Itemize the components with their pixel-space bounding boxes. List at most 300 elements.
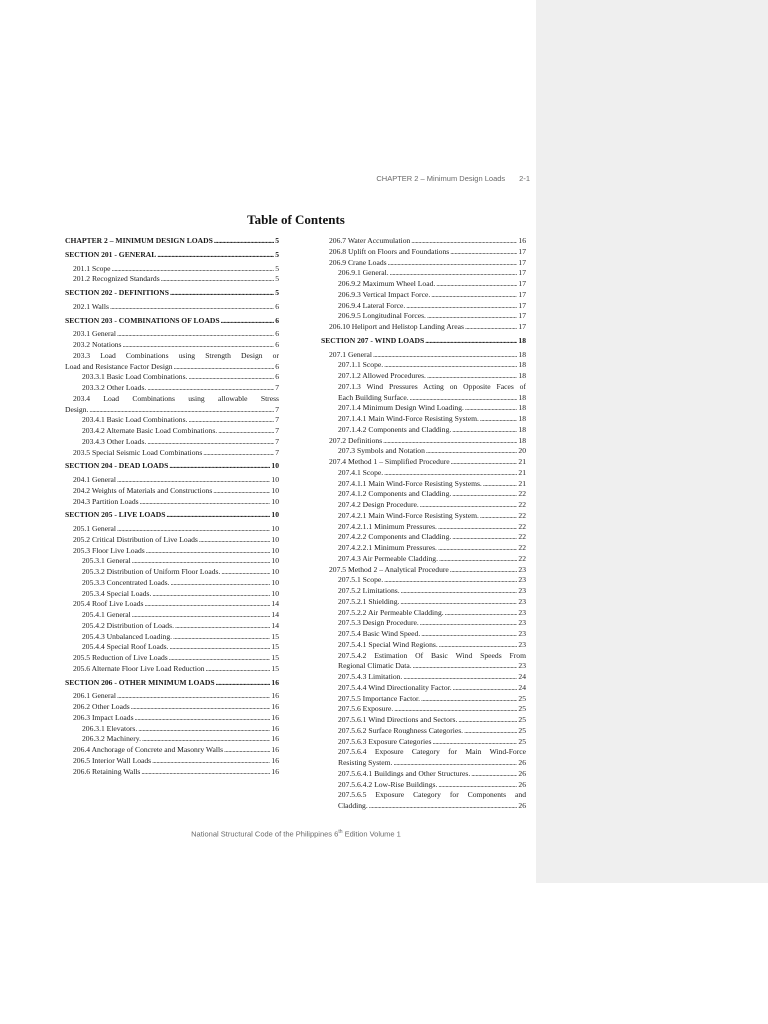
toc-entry-page-number: 26 xyxy=(518,768,526,778)
toc-entry[interactable] xyxy=(321,436,526,447)
toc-entry[interactable] xyxy=(65,621,279,632)
toc-entry-label: 207.1.4.2 Components and Cladding. xyxy=(338,424,452,434)
toc-entry-page-number: 16 xyxy=(271,734,279,744)
toc-entry-label: 206.10 Heliport and Helistop Landing Areas xyxy=(329,322,464,331)
toc-entry[interactable] xyxy=(65,756,279,767)
toc-entry-label: 204.2 Weights of Materials and Constructions xyxy=(73,485,213,495)
toc-entry[interactable] xyxy=(321,586,526,597)
dot-leader xyxy=(439,640,518,651)
toc-entry[interactable] xyxy=(321,769,526,780)
toc-entry-page-number: 21 xyxy=(518,467,526,477)
toc-entry[interactable] xyxy=(65,767,279,778)
toc-entry-label: 203.4.1 Basic Load Combinations. xyxy=(82,415,188,425)
dot-leader xyxy=(384,575,517,586)
toc-entry[interactable] xyxy=(65,497,279,508)
toc-entry-label: 206.9 Crane Loads xyxy=(329,257,387,267)
toc-entry[interactable] xyxy=(65,351,279,362)
toc-entry-label: 206.9.2 Maximum Wheel Load. xyxy=(338,279,436,288)
toc-entry-label: 203.5 Special Seismic Load Combinations xyxy=(73,447,203,457)
toc-entry-label: 205.6 Alternate Floor Live Load Reduction xyxy=(73,663,205,673)
toc-entry-page-number: 18 xyxy=(518,403,526,413)
dot-leader xyxy=(390,268,518,279)
header-chapter: CHAPTER 2 – Minimum Design Loads xyxy=(376,174,506,183)
dot-leader xyxy=(117,691,270,702)
toc-entry-page-number: 17 xyxy=(518,257,526,267)
toc-entry[interactable] xyxy=(321,301,526,312)
dot-leader xyxy=(427,311,517,322)
toc-entry[interactable] xyxy=(321,651,526,662)
footer-text: National Structural Code of the Philippines 6 xyxy=(191,829,339,839)
toc-entry[interactable] xyxy=(321,457,526,468)
toc-entry[interactable] xyxy=(321,683,526,694)
toc-entry[interactable] xyxy=(321,236,526,247)
toc-entry-page-number: 26 xyxy=(518,779,526,789)
toc-entry-page-number: 18 xyxy=(518,371,526,380)
toc-entry[interactable] xyxy=(321,414,526,425)
dot-leader xyxy=(465,322,517,333)
footer-text-end: Edition Volume 1 xyxy=(342,829,401,839)
dot-leader xyxy=(112,264,275,275)
toc-entry-page-number: 16 xyxy=(271,755,279,765)
toc-entry-label: 205.4.4 Special Roof Loads. xyxy=(82,642,169,652)
dot-leader xyxy=(152,756,270,767)
toc-entry[interactable] xyxy=(65,664,279,675)
toc-entry[interactable] xyxy=(65,448,279,459)
toc-entry-page-number: 22 xyxy=(518,510,526,520)
toc-entry-page-number: 14 xyxy=(271,620,279,630)
toc-entry[interactable] xyxy=(321,500,526,511)
toc-entry-page-number: 23 xyxy=(518,575,526,585)
toc-entry[interactable] xyxy=(321,661,526,672)
toc-entry[interactable] xyxy=(65,426,279,437)
toc-entry-label: 206.5 Interior Wall Loads xyxy=(73,755,152,765)
toc-entry-page-number: 6 xyxy=(275,361,279,371)
toc-entry-label: Load and Resistance Factor Design xyxy=(65,361,173,371)
toc-entry[interactable] xyxy=(321,311,526,322)
dot-leader xyxy=(480,414,518,425)
dot-leader xyxy=(131,702,271,713)
toc-entry-label: SECTION 206 - OTHER MINIMUM LOADS xyxy=(65,677,215,687)
toc-entry[interactable] xyxy=(65,302,279,313)
toc-entry-label: 207.5.2 Limitations. xyxy=(338,586,400,595)
toc-entry[interactable] xyxy=(321,640,526,651)
dot-leader xyxy=(471,769,517,780)
toc-entry[interactable] xyxy=(321,371,526,382)
toc-entry[interactable] xyxy=(321,801,526,812)
dot-leader xyxy=(393,758,517,769)
toc-entry-label: SECTION 201 - GENERAL xyxy=(65,249,157,259)
dot-leader xyxy=(123,340,275,351)
toc-entry-page-number: 10 xyxy=(271,510,279,520)
toc-entry-page-number: 22 xyxy=(518,489,526,499)
toc-entry[interactable] xyxy=(321,511,526,522)
toc-entry-label: 207.5.2.1 Shielding. xyxy=(338,596,400,606)
toc-entry-page-number: 16 xyxy=(271,745,279,754)
dot-leader xyxy=(218,426,274,437)
toc-entry-page-number: 5 xyxy=(275,249,279,259)
toc-entry-page-number: 15 xyxy=(271,642,279,652)
toc-entry-page-number: 10 xyxy=(271,577,279,587)
toc-entry-page-number: 16 xyxy=(271,702,279,711)
margin-comment-pane xyxy=(536,0,768,883)
dot-leader xyxy=(174,362,275,373)
toc-entry-page-number: 6 xyxy=(275,301,279,311)
toc-entry-page-number: 22 xyxy=(518,500,526,509)
toc-entry-page-number: 6 xyxy=(275,315,279,325)
toc-entry[interactable] xyxy=(321,468,526,479)
dot-leader xyxy=(142,734,270,745)
toc-section-heading[interactable] xyxy=(65,250,279,261)
toc-section-heading[interactable] xyxy=(65,316,279,327)
toc-entry-label: 205.3.4 Special Loads. xyxy=(82,588,152,598)
toc-entry-label: 207.1.4 Minimum Design Wind Loading. xyxy=(338,403,464,413)
toc-entry-page-number: 10 xyxy=(271,461,279,471)
toc-entry-page-number: 15 xyxy=(271,653,279,662)
toc-entry[interactable] xyxy=(65,713,279,724)
toc-entry[interactable] xyxy=(321,747,526,758)
toc-entry-page-number: 7 xyxy=(275,404,279,414)
toc-entry-page-number: 7 xyxy=(275,383,279,392)
dot-leader xyxy=(401,586,518,597)
toc-entry[interactable] xyxy=(65,691,279,702)
dot-leader xyxy=(152,589,270,600)
toc-entry-page-number: 16 xyxy=(518,236,526,245)
dot-leader xyxy=(425,336,517,347)
toc-entry[interactable] xyxy=(65,524,279,535)
toc-entry-label: 203.4.3 Other Loads. xyxy=(82,436,147,446)
toc-section-heading[interactable] xyxy=(65,288,279,299)
toc-entry[interactable] xyxy=(65,486,279,497)
toc-entry-label: 207.5.6.2 Surface Roughness Categories. xyxy=(338,725,464,735)
header-page-number: 2-1 xyxy=(519,174,530,183)
dot-leader xyxy=(169,653,271,664)
toc-entry-page-number: 6 xyxy=(275,340,279,349)
dot-leader xyxy=(173,632,270,643)
toc-entry-page-number: 5 xyxy=(275,263,279,273)
toc-entry[interactable] xyxy=(321,290,526,301)
toc-entry[interactable] xyxy=(321,489,526,500)
toc-entry-label: 203.2 Notations xyxy=(73,340,122,349)
toc-entry-label: 207.4.2.2.1 Minimum Pressures. xyxy=(338,543,437,552)
toc-entry-page-number: 10 xyxy=(271,534,279,544)
dot-leader xyxy=(224,745,270,756)
toc-entry-page-number: 5 xyxy=(275,236,279,245)
toc-entry-label: 207.5.3 Design Procedure. xyxy=(338,618,419,628)
toc-entry[interactable] xyxy=(321,322,526,333)
dot-leader xyxy=(89,405,274,416)
toc-entry-label: 206.2 Other Loads xyxy=(73,702,130,711)
dot-leader xyxy=(406,301,517,312)
toc-entry-page-number: 5 xyxy=(275,274,279,284)
toc-entry[interactable] xyxy=(65,599,279,610)
running-footer xyxy=(0,829,592,839)
dot-leader xyxy=(464,726,517,737)
toc-left-column xyxy=(65,236,279,777)
toc-entry-label: 206.4 Anchorage of Concrete and Masonry Walls xyxy=(73,745,224,754)
toc-entry[interactable] xyxy=(321,247,526,258)
dot-leader xyxy=(411,236,517,247)
toc-entry[interactable] xyxy=(65,383,279,394)
page-title: Table of Contents xyxy=(247,212,345,227)
toc-entry-label: 207.4.3 Air Permeable Cladding. xyxy=(338,553,438,563)
toc-entry-label: 203.3.1 Basic Load Combinations. xyxy=(82,372,188,382)
toc-entry-label: 206.9.3 Vertical Impact Force. xyxy=(338,289,431,299)
toc-entry[interactable] xyxy=(65,274,279,285)
toc-entry[interactable] xyxy=(321,790,526,801)
toc-entry[interactable] xyxy=(65,567,279,578)
toc-entry[interactable] xyxy=(65,394,279,405)
dot-leader xyxy=(400,597,517,608)
toc-entry-label: 206.3 Impact Loads xyxy=(73,712,134,722)
toc-entry-page-number: 16 xyxy=(271,677,279,687)
toc-entry-page-number: 22 xyxy=(518,532,526,542)
toc-entry-page-number: 6 xyxy=(275,372,279,382)
toc-entry[interactable] xyxy=(321,258,526,269)
toc-entry-page-number: 17 xyxy=(518,300,526,310)
toc-entry[interactable] xyxy=(321,479,526,490)
toc-entry[interactable] xyxy=(65,546,279,557)
toc-entry-page-number: 23 xyxy=(518,586,526,595)
toc-entry[interactable] xyxy=(65,437,279,448)
dot-leader xyxy=(117,329,274,340)
toc-entry-label: 207.5.4.2 Estimation Of Basic Wind Speeds From xyxy=(338,650,526,660)
dot-leader xyxy=(432,737,517,748)
toc-entry-page-number: 26 xyxy=(518,801,526,810)
toc-entry[interactable] xyxy=(321,522,526,533)
toc-entry[interactable] xyxy=(65,340,279,351)
toc-entry[interactable] xyxy=(65,610,279,621)
toc-entry-label: SECTION 205 - LIVE LOADS xyxy=(65,510,166,520)
toc-entry-page-number: 7 xyxy=(275,415,279,425)
toc-section-heading[interactable] xyxy=(65,510,279,521)
dot-leader xyxy=(213,486,270,497)
toc-entry-page-number: 14 xyxy=(271,599,279,609)
toc-entry-label: 207.5.4.1 Special Wind Regions. xyxy=(338,639,438,649)
toc-entry-label: 207.5.6.3 Exposure Categories xyxy=(338,736,432,746)
toc-entry[interactable] xyxy=(65,405,279,416)
toc-entry[interactable] xyxy=(321,382,526,393)
toc-entry-label: 207.4.2.2 Components and Cladding. xyxy=(338,532,452,542)
toc-entry-page-number: 17 xyxy=(518,289,526,299)
toc-entry-page-number: 17 xyxy=(518,268,526,278)
toc-entry[interactable] xyxy=(65,264,279,275)
toc-entry[interactable] xyxy=(65,329,279,340)
toc-entry-page-number: 7 xyxy=(275,426,279,435)
toc-entry-label: 206.3.1 Elevators. xyxy=(82,723,138,733)
dot-leader xyxy=(140,497,271,508)
toc-entry-label: 207.2 Definitions xyxy=(329,435,383,445)
toc-entry[interactable] xyxy=(65,702,279,713)
toc-entry-label: SECTION 202 - DEFINITIONS xyxy=(65,288,170,297)
dot-leader xyxy=(135,713,271,724)
toc-entry-page-number: 24 xyxy=(518,672,526,681)
toc-entry-label: 206.9.4 Lateral Force. xyxy=(338,300,406,310)
toc-entry[interactable] xyxy=(321,532,526,543)
toc-entry-label: 207.5.4.4 Wind Directionality Factor. xyxy=(338,682,452,692)
toc-entry[interactable] xyxy=(321,565,526,576)
dot-leader xyxy=(147,383,274,394)
toc-entry-page-number: 24 xyxy=(518,682,526,692)
toc-entry-page-number: 21 xyxy=(518,457,526,466)
dot-leader xyxy=(169,461,270,472)
toc-section-heading[interactable] xyxy=(65,678,279,689)
toc-entry[interactable] xyxy=(65,745,279,756)
dot-leader xyxy=(451,457,518,468)
toc-entry[interactable] xyxy=(321,780,526,791)
toc-entry-page-number: 10 xyxy=(271,475,279,484)
dot-leader xyxy=(117,475,270,486)
toc-entry[interactable] xyxy=(321,575,526,586)
toc-entry-label: 206.9.1 General. xyxy=(338,268,389,278)
footer-superscript: th xyxy=(338,829,343,835)
toc-entry[interactable] xyxy=(321,268,526,279)
toc-entry-label: 207.1.4.1 Main Wind-Force Resisting System. xyxy=(338,414,479,423)
toc-entry-label: 205.2 Critical Distribution of Live Loads xyxy=(73,534,198,544)
toc-entry[interactable] xyxy=(321,403,526,414)
toc-entry-label: 207.5.6 Exposure. xyxy=(338,704,394,714)
toc-entry[interactable] xyxy=(65,589,279,600)
toc-entry[interactable] xyxy=(65,642,279,653)
toc-entry-label: 207.1.1 Scope. xyxy=(338,360,384,370)
dot-leader xyxy=(188,415,274,426)
toc-entry-page-number: 23 xyxy=(518,639,526,649)
toc-entry-label: 202.1 Walls xyxy=(73,301,109,311)
toc-entry-page-number: 17 xyxy=(518,246,526,256)
toc-entry-page-number: 22 xyxy=(518,521,526,531)
dot-leader xyxy=(384,468,517,479)
toc-entry[interactable] xyxy=(321,554,526,565)
toc-entry-page-number: 25 xyxy=(518,704,526,714)
toc-entry-page-number: 18 xyxy=(518,335,526,345)
toc-entry[interactable] xyxy=(65,578,279,589)
toc-entry-label: 205.4.3 Unbalanced Loading. xyxy=(82,631,173,641)
toc-entry[interactable] xyxy=(321,543,526,554)
dot-leader xyxy=(413,661,518,672)
toc-entry[interactable] xyxy=(321,597,526,608)
toc-entry-page-number: 10 xyxy=(271,545,279,555)
dot-leader xyxy=(138,724,270,735)
dot-leader xyxy=(144,599,270,610)
dot-leader xyxy=(410,393,518,404)
dot-leader xyxy=(221,316,275,327)
toc-entry-label: 207.4.1 Scope. xyxy=(338,467,384,477)
toc-entry-label: 201.2 Recognized Standards xyxy=(73,274,160,284)
toc-entry[interactable] xyxy=(65,475,279,486)
toc-entry-page-number: 25 xyxy=(518,725,526,735)
toc-entry-page-number: 17 xyxy=(518,279,526,288)
toc-entry[interactable] xyxy=(321,608,526,619)
toc-entry[interactable] xyxy=(321,279,526,290)
toc-entry[interactable] xyxy=(321,425,526,436)
toc-entry[interactable] xyxy=(321,446,526,457)
toc-entry[interactable] xyxy=(321,360,526,371)
toc-entry[interactable] xyxy=(321,726,526,737)
dot-leader xyxy=(388,258,518,269)
dot-leader xyxy=(216,678,271,689)
toc-entry[interactable] xyxy=(65,632,279,643)
toc-entry-page-number: 23 xyxy=(518,629,526,638)
toc-entry[interactable] xyxy=(65,734,279,745)
toc-entry[interactable] xyxy=(65,653,279,664)
toc-entry-page-number: 5 xyxy=(275,288,279,297)
toc-entry-label: 207.5.1 Scope. xyxy=(338,575,384,585)
toc-entry[interactable] xyxy=(321,694,526,705)
toc-entry-page-number: 22 xyxy=(518,543,526,552)
dot-leader xyxy=(450,247,517,258)
toc-entry-label: 207.5.5 Importance Factor. xyxy=(338,693,421,703)
toc-entry-page-number: 18 xyxy=(518,349,526,359)
toc-entry[interactable] xyxy=(65,362,279,373)
toc-entry-label: 203.4.2 Alternate Basic Load Combinations. xyxy=(82,426,218,435)
toc-entry-page-number: 23 xyxy=(518,596,526,606)
toc-entry-page-number: 18 xyxy=(518,414,526,423)
dot-leader xyxy=(480,511,518,522)
toc-entry-label: 207.5.6.5 Exposure Category for Components and xyxy=(338,790,526,800)
toc-entry[interactable] xyxy=(321,350,526,361)
dot-leader xyxy=(132,610,271,621)
toc-entry[interactable] xyxy=(321,715,526,726)
toc-entry[interactable] xyxy=(321,758,526,769)
dot-leader xyxy=(436,279,517,290)
toc-section-heading[interactable] xyxy=(65,461,279,472)
toc-entry-page-number: 16 xyxy=(271,691,279,701)
dot-leader xyxy=(452,489,517,500)
dot-leader xyxy=(141,767,270,778)
toc-entry[interactable] xyxy=(321,393,526,404)
toc-section-heading[interactable] xyxy=(65,236,279,247)
toc-entry-label: 204.1 General xyxy=(73,475,117,484)
toc-entry[interactable] xyxy=(65,556,279,567)
toc-entry[interactable] xyxy=(65,535,279,546)
dot-leader xyxy=(383,436,517,447)
toc-entry-label: 203.1 General xyxy=(73,329,117,339)
toc-entry[interactable] xyxy=(65,372,279,383)
toc-entry-label: 207.5.4.3 Limitation. xyxy=(338,672,403,681)
toc-entry[interactable] xyxy=(65,724,279,735)
dot-leader xyxy=(175,621,270,632)
toc-entry-page-number: 17 xyxy=(518,311,526,321)
dot-leader xyxy=(452,532,517,543)
toc-section-heading[interactable] xyxy=(321,336,526,347)
dot-leader xyxy=(439,554,517,565)
dot-leader xyxy=(438,780,517,791)
toc-entry[interactable] xyxy=(65,415,279,426)
toc-entry-page-number: 18 xyxy=(518,392,526,402)
dot-leader xyxy=(421,694,517,705)
dot-leader xyxy=(453,683,518,694)
toc-entry-label: 207.4 Method 1 – Simplified Procedure xyxy=(329,457,450,466)
toc-entry-page-number: 25 xyxy=(518,715,526,724)
toc-entry-label: 207.5.6.4.1 Buildings and Other Structures. xyxy=(338,768,471,778)
toc-entry[interactable] xyxy=(321,618,526,629)
dot-leader xyxy=(203,448,274,459)
toc-entry-page-number: 18 xyxy=(518,424,526,434)
toc-entry-label: 206.9.5 Longitudinal Forces. xyxy=(338,311,426,321)
toc-entry[interactable] xyxy=(321,704,526,715)
toc-entry-label: 207.1.3 Wind Pressures Acting on Opposite Faces of xyxy=(338,381,526,391)
toc-entry-page-number: 15 xyxy=(271,663,279,673)
toc-entry-page-number: 10 xyxy=(271,556,279,566)
dot-leader xyxy=(403,672,517,683)
toc-entry-page-number: 18 xyxy=(518,435,526,445)
toc-entry[interactable] xyxy=(321,672,526,683)
toc-entry[interactable] xyxy=(321,737,526,748)
dot-leader xyxy=(445,608,518,619)
toc-entry-label: 205.3.3 Concentrated Loads. xyxy=(82,577,170,587)
toc-entry-page-number: 7 xyxy=(275,436,279,446)
toc-entry-label: 205.3.1 General xyxy=(82,556,131,566)
toc-entry[interactable] xyxy=(321,629,526,640)
